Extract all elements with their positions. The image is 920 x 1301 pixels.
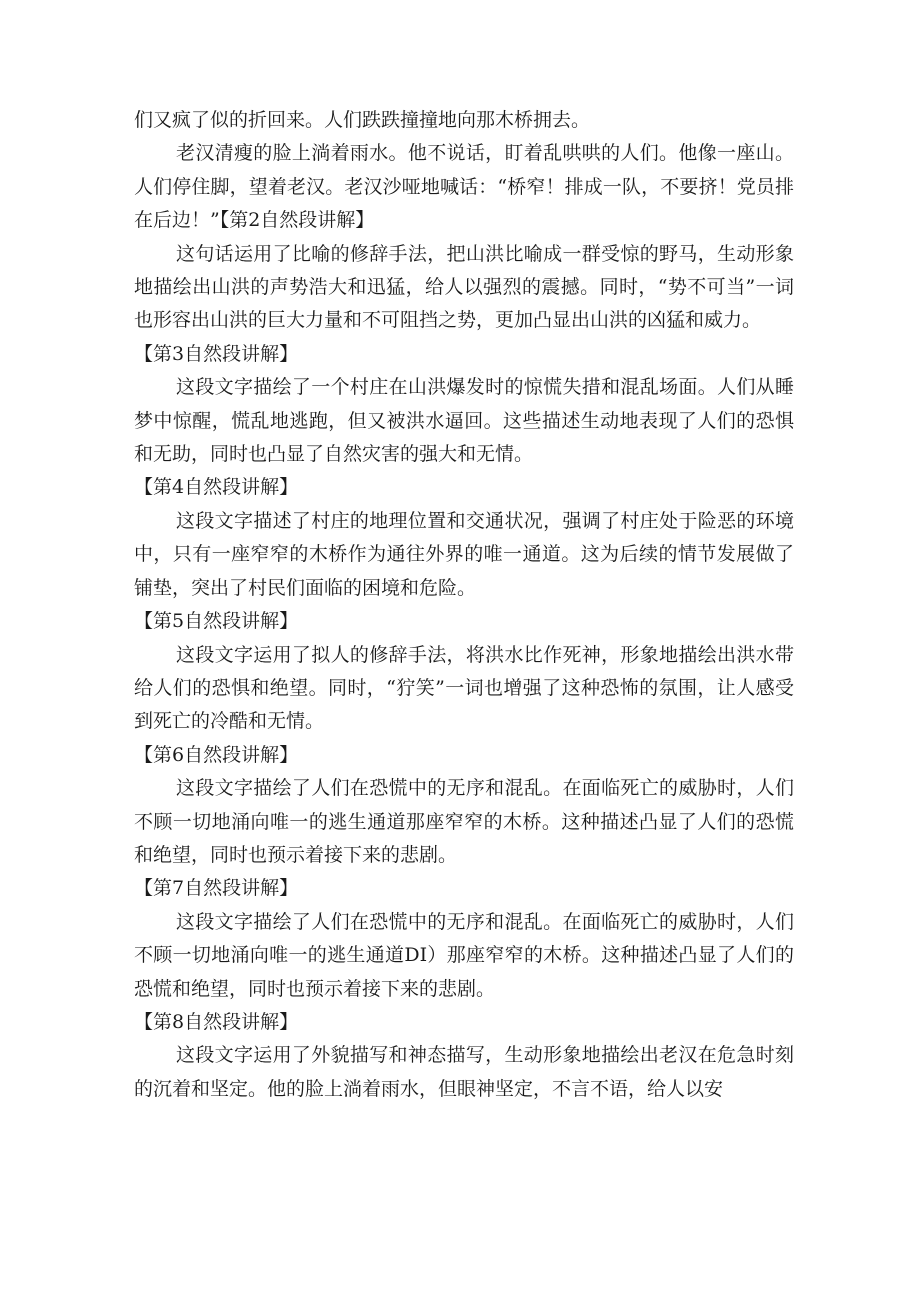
section-heading-7: 【第7自然段讲解】: [134, 877, 299, 900]
paragraph-explanation: 这段文字描绘了一个村庄在山洪爆发时的惊慌失措和混乱场面。人们从睡梦中惊醒，慌乱地逃跑，但又被洪水逼回。这些描述生动地表现了人们的恐惧和无助，同时也凸显了自然灾害的强大和无情。: [134, 376, 794, 466]
document-body: [134, 104, 794, 1106]
section-heading-8: 【第8自然段讲解】: [134, 1010, 299, 1033]
paragraph-continuation: 们又疯了似的折回来。人们跌跌撞撞地向那木桥拥去。: [134, 109, 591, 131]
section-heading-4: 【第4自然段讲解】: [134, 476, 299, 499]
section-heading-6: 【第6自然段讲解】: [134, 743, 299, 766]
paragraph-explanation: 这段文字描述了村庄的地理位置和交通状况，强调了村庄处于险恶的环境中，只有一座窄窄的木桥作为通往外界的唯一通道。这为后续的情节发展做了铺垫，突出了村民们面临的困境和危险。: [134, 509, 794, 599]
paragraph-explanation: 这段文字运用了外貌描写和神态描写，生动形象地描绘出老汉在危急时刻的沉着和坚定。他的脸上淌着雨水，但眼神坚定，不言不语，给人以安: [134, 1044, 794, 1100]
paragraph-story: 老汉清瘦的脸上淌着雨水。他不说话，盯着乱哄哄的人们。他像一座山。人们停住脚，望着老汉。老汉沙哑地喊话：“桥窄！排成一队，不要挤！党员排在后边！”【第2自然段讲解】: [134, 142, 794, 232]
section-heading-3: 【第3自然段讲解】: [134, 342, 299, 365]
paragraph-explanation: 这段文字运用了拟人的修辞手法，将洪水比作死神，形象地描绘出洪水带给人们的恐惧和绝望。同时，“狞笑”一词也增强了这种恐怖的氛围，让人感受到死亡的冷酷和无情。: [134, 643, 794, 733]
section-heading-5: 【第5自然段讲解】: [134, 610, 299, 633]
paragraph-explanation: 这段文字描绘了人们在恐慌中的无序和混乱。在面临死亡的威胁时，人们不顾一切地涌向唯一的逃生通道那座窄窄的木桥。这种描述凸显了人们的恐慌和绝望，同时也预示着接下来的悲剧。: [134, 777, 794, 866]
paragraph-explanation: 这段文字描绘了人们在恐慌中的无序和混乱。在面临死亡的威胁时，人们不顾一切地涌向唯一的逃生通道DI）那座窄窄的木桥。这种描述凸显了人们的恐慌和绝望，同时也预示着接下来的悲剧。: [134, 910, 794, 1000]
paragraph-explanation: 这句话运用了比喻的修辞手法，把山洪比喻成一群受惊的野马，生动形象地描绘出山洪的声势浩大和迅猛，给人以强烈的震撼。同时，“势不可当”一词也形容出山洪的巨大力量和不可阻挡之势，更加凸显出山洪的凶猛和威力。: [134, 242, 794, 332]
